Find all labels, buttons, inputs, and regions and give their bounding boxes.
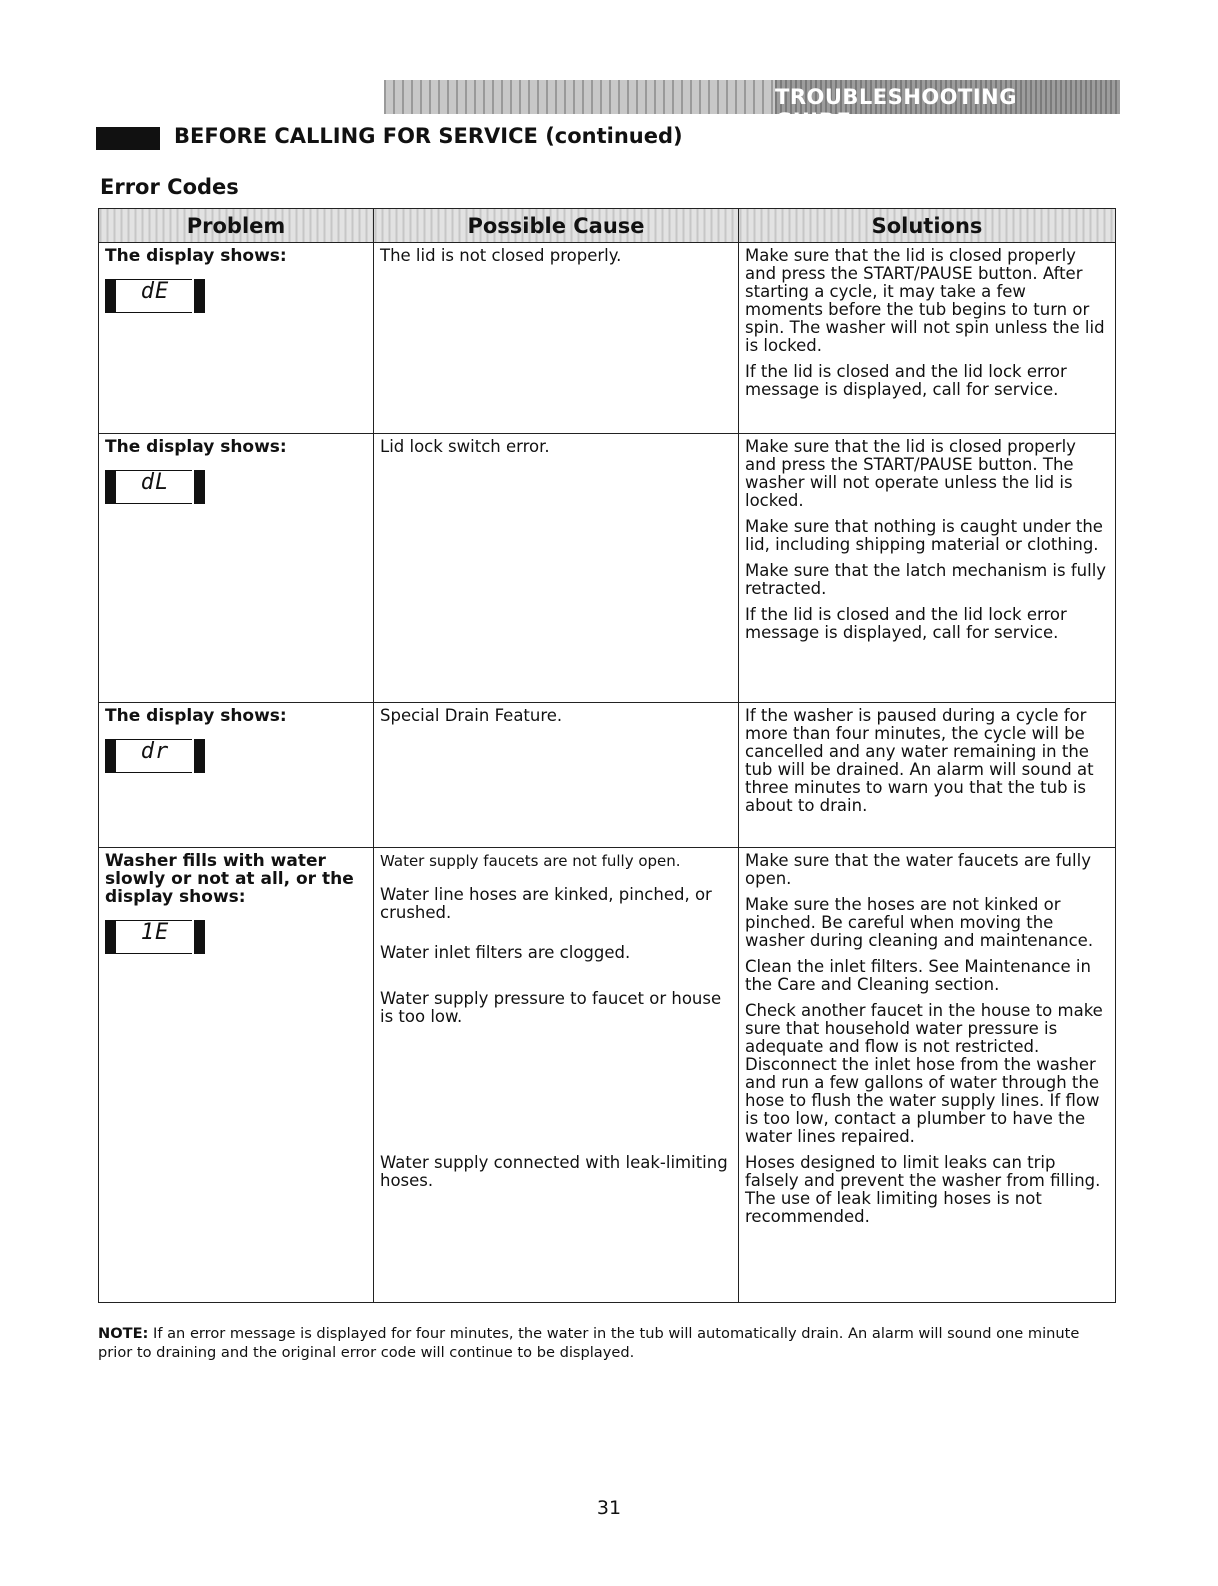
error-display-icon <box>105 920 205 954</box>
problem-cell <box>99 703 374 848</box>
header-problem: Problem <box>99 209 374 243</box>
solution-text: If the lid is closed and the lid lock error message is displayed, call for service. <box>745 362 1067 399</box>
header-solutions: Solutions <box>739 209 1116 243</box>
table-row <box>99 243 1116 434</box>
cause-cell <box>374 434 739 703</box>
solution-text: If the washer is paused during a cycle for more than four minutes, the cycle will be cancelled and any water remaining in the tub will be drained. An alarm will sound at three minutes to warn you that the tub is about to drain. <box>745 706 1094 815</box>
problem-text: The display shows: <box>105 246 287 266</box>
problem-text: Washer fills with water slowly or not at all, or the display shows: <box>105 851 354 907</box>
section-title: BEFORE CALLING FOR SERVICE (continued) <box>174 124 683 148</box>
page-number: 31 <box>596 1497 622 1519</box>
solution-text: Make sure the hoses are not kinked or pinched. Be careful when moving the washer during cleaning and maintenance. <box>745 895 1094 950</box>
error-codes-title: Error Codes <box>100 175 239 199</box>
note-text: If an error message is displayed for four minutes, the water in the tub will automatically drain. An alarm will sound one minute prior to draining and the original error code will continue to be displayed. <box>98 1325 1080 1361</box>
solution-cell <box>739 848 1116 1303</box>
solution-text: Check another faucet in the house to make sure that household water pressure is adequate and flow is not restricted. Disconnect the inlet hose from the washer and run a few gallons of water through the hose to flush the water supply lines. If flow is too low, contact a plumber to have the water lines repaired. <box>745 1001 1103 1146</box>
cause-text: Water line hoses are kinked, pinched, or crushed. <box>380 885 712 922</box>
table-row <box>99 703 1116 848</box>
solution-text: Clean the inlet filters. See Maintenance in the Care and Cleaning section. <box>745 957 1091 994</box>
cause-text: Water supply faucets are not fully open. <box>380 852 681 870</box>
header-possible-cause: Possible Cause <box>374 209 739 243</box>
note-label: NOTE: <box>98 1325 149 1342</box>
cause-cell <box>374 703 739 848</box>
table-row <box>99 434 1116 703</box>
cause-text: Special Drain Feature. <box>380 706 563 725</box>
cause-text: Water supply connected with leak-limiting hoses. <box>380 1153 728 1190</box>
solution-cell <box>739 703 1116 848</box>
section-marker-block <box>96 127 160 150</box>
solution-text: If the lid is closed and the lid lock error message is displayed, call for service. <box>745 605 1067 642</box>
cause-cell <box>374 848 739 1303</box>
solution-cell <box>739 434 1116 703</box>
cause-cell <box>374 243 739 434</box>
problem-cell <box>99 434 374 703</box>
solution-text: Hoses designed to limit leaks can trip falsely and prevent the washer from filling. The use of leak limiting hoses is not recommended. <box>745 1153 1101 1226</box>
error-codes-table <box>98 208 1116 1303</box>
problem-text: The display shows: <box>105 437 287 457</box>
error-display-icon <box>105 279 205 313</box>
error-code-text: dr <box>140 739 170 764</box>
table-header-row <box>99 209 1116 243</box>
cause-text: The lid is not closed properly. <box>380 246 622 265</box>
problem-cell <box>99 848 374 1303</box>
banner-title: TROUBLESHOOTING GUIDE <box>775 85 1017 133</box>
error-display-icon <box>105 739 205 773</box>
problem-text: The display shows: <box>105 706 287 726</box>
error-code-text: dE <box>140 279 170 304</box>
solution-text: Make sure that the lid is closed properly and press the START/PAUSE button. After starting a cycle, it may take a few moments before the tub begins to turn or spin. The washer will not spin unless the lid is locked. <box>745 246 1105 355</box>
solution-cell <box>739 243 1116 434</box>
error-code-text: 1E <box>140 920 170 945</box>
note <box>98 1324 1118 1362</box>
banner-dark-area <box>775 80 1120 133</box>
error-display-icon <box>105 470 205 504</box>
cause-text: Lid lock switch error. <box>380 437 550 456</box>
solution-text: Make sure that nothing is caught under the lid, including shipping material or clothing. <box>745 517 1103 554</box>
solution-text: Make sure that the lid is closed properly and press the START/PAUSE button. The washer will not operate unless the lid is locked. <box>745 437 1076 510</box>
table-row <box>99 848 1116 1303</box>
solution-text: Make sure that the latch mechanism is fully retracted. <box>745 561 1107 598</box>
solution-text: Make sure that the water faucets are fully open. <box>745 851 1091 888</box>
error-code-text: dL <box>140 470 170 495</box>
problem-cell <box>99 243 374 434</box>
cause-text: Water inlet filters are clogged. <box>380 943 631 962</box>
section-banner <box>384 80 1120 133</box>
cause-text: Water supply pressure to faucet or house is too low. <box>380 989 722 1026</box>
